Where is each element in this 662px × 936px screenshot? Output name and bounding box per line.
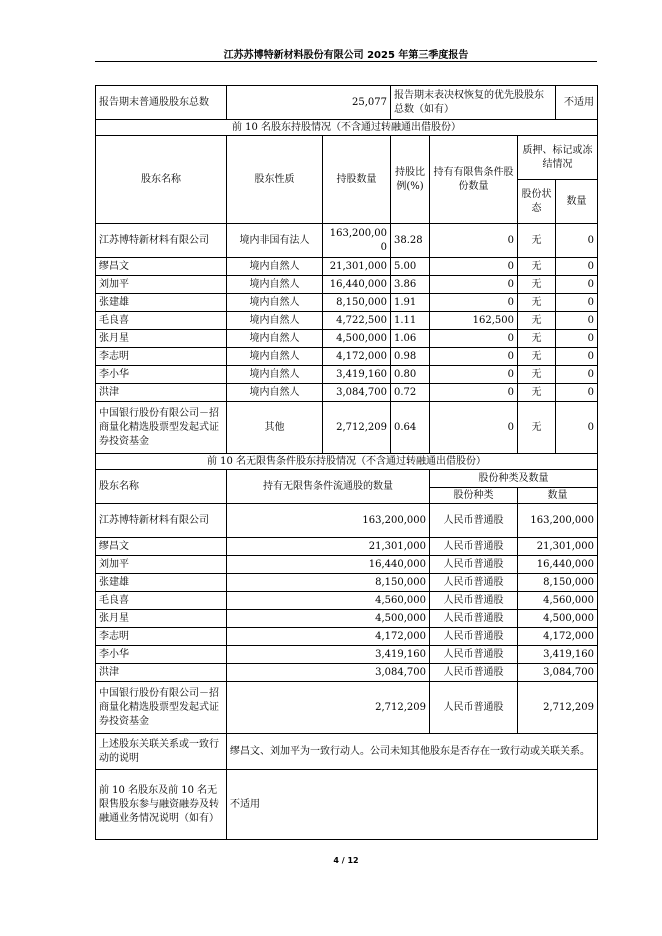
u-holder-shares: 21,301,000 [227,538,430,556]
unrestricted-table-row [96,574,598,592]
related-parties-label: 上述股东关联关系或一致行动的说明 [96,734,227,770]
top10-section-title: 前 10 名股东持股情况（不含通过转融通出借股份） [96,120,598,136]
col-header-pledge-group: 质押、标记或冻结情况 [518,136,598,180]
holder-name: 李志明 [96,348,227,366]
top10-table-row [96,330,598,348]
holder-nature: 境内自然人 [227,384,323,402]
common-holders-value: 25,077 [227,86,391,120]
top10-header-row-1 [96,136,598,180]
holder-pledge-status: 无 [518,348,556,366]
margin-trading-value: 不适用 [227,770,598,840]
u-holder-name: 洪津 [96,664,227,682]
u-holder-name: 缪昌文 [96,538,227,556]
unrestricted-table-row [96,628,598,646]
holder-restricted: 0 [430,224,518,258]
u-holder-name: 张建雄 [96,574,227,592]
u-holder-qty: 16,440,000 [518,556,598,574]
margin-trading-label: 前 10 名股东及前 10 名无限售股东参与融资融券及转融通业务情况说明（如有） [96,770,227,840]
unrestricted-table-row [96,538,598,556]
holder-pledge-qty: 0 [556,384,598,402]
holder-nature: 境内自然人 [227,312,323,330]
u-holder-qty: 4,500,000 [518,610,598,628]
top10-table-row [96,348,598,366]
holder-name: 刘加平 [96,276,227,294]
holder-nature: 境内自然人 [227,258,323,276]
u-holder-shares: 4,560,000 [227,592,430,610]
holder-pledge-qty: 0 [556,224,598,258]
holder-shares: 8,150,000 [323,294,391,312]
u-col-header-shares: 持有无限售条件流通股的数量 [227,470,430,504]
u-holder-shares: 3,084,700 [227,664,430,682]
u-holder-qty: 3,419,160 [518,646,598,664]
common-holders-label: 报告期末普通股股东总数 [96,86,227,120]
holder-pledge-status: 无 [518,402,556,454]
col-header-pledge-qty: 数量 [556,180,598,224]
holder-nature: 境内自然人 [227,330,323,348]
holder-name: 李小华 [96,366,227,384]
holder-ratio: 1.06 [391,330,430,348]
top10-table-row [96,366,598,384]
u-holder-type: 人民币普通股 [430,504,518,538]
u-holder-shares: 2,712,209 [227,682,430,734]
u-holder-type: 人民币普通股 [430,646,518,664]
col-header-name: 股东名称 [96,136,227,224]
holder-pledge-qty: 0 [556,294,598,312]
col-header-nature: 股东性质 [227,136,323,224]
holder-shares: 163,200,000 [323,224,391,258]
holder-shares: 3,419,160 [323,366,391,384]
holder-pledge-qty: 0 [556,258,598,276]
holder-pledge-qty: 0 [556,276,598,294]
u-col-header-type-group: 股份种类及数量 [430,470,598,488]
u-holder-qty: 8,150,000 [518,574,598,592]
unrestricted-table-row [96,646,598,664]
u-holder-name: 江苏博特新材料有限公司 [96,504,227,538]
u-holder-shares: 163,200,000 [227,504,430,538]
unrestricted-table-row [96,504,598,538]
top10-table-row [96,258,598,276]
holder-shares: 4,722,500 [323,312,391,330]
top10-section-row [96,120,598,136]
holder-restricted: 0 [430,348,518,366]
pref-holders-value: 不适用 [556,86,598,120]
u-holder-qty: 3,084,700 [518,664,598,682]
holder-name: 张建雄 [96,294,227,312]
col-header-ratio: 持股比例(%) [391,136,430,224]
u-holder-type: 人民币普通股 [430,628,518,646]
holder-name: 中国银行股份有限公司－招商量化精选股票型发起式证券投资基金 [96,402,227,454]
u-holder-name: 中国银行股份有限公司－招商量化精选股票型发起式证券投资基金 [96,682,227,734]
top10-table-row [96,402,598,454]
holder-pledge-qty: 0 [556,312,598,330]
holder-pledge-status: 无 [518,384,556,402]
u-holder-shares: 4,500,000 [227,610,430,628]
u-holder-type: 人民币普通股 [430,538,518,556]
related-parties-row [96,734,598,770]
holder-pledge-qty: 0 [556,330,598,348]
holder-shares: 2,712,209 [323,402,391,454]
holder-name: 张月星 [96,330,227,348]
holder-ratio: 1.11 [391,312,430,330]
holder-shares: 3,084,700 [323,384,391,402]
holder-ratio: 1.91 [391,294,430,312]
margin-trading-row [96,770,598,840]
unrestricted-section-title: 前 10 名无限售条件股东持股情况（不含通过转融通出借股份） [96,454,598,470]
col-header-restricted: 持有有限售条件股份数量 [430,136,518,224]
holder-pledge-qty: 0 [556,348,598,366]
report-header: 江苏苏博特新材料股份有限公司 2025 年第三季度报告 [223,50,469,61]
u-holder-type: 人民币普通股 [430,610,518,628]
holder-name: 江苏博特新材料有限公司 [96,224,227,258]
u-holder-name: 刘加平 [96,556,227,574]
holder-shares: 21,301,000 [323,258,391,276]
holder-ratio: 0.98 [391,348,430,366]
u-holder-qty: 4,172,000 [518,628,598,646]
holder-nature: 其他 [227,402,323,454]
header-rule [95,61,597,62]
holder-nature: 境内自然人 [227,366,323,384]
holder-restricted: 0 [430,402,518,454]
top10-table-row [96,276,598,294]
pref-holders-label: 报告期末表决权恢复的优先股股东总数（如有） [391,86,556,120]
u-holder-type: 人民币普通股 [430,592,518,610]
holder-pledge-qty: 0 [556,402,598,454]
top10-table-row [96,312,598,330]
u-holder-type: 人民币普通股 [430,574,518,592]
holder-ratio: 5.00 [391,258,430,276]
u-holder-name: 李志明 [96,628,227,646]
holder-name: 缪昌文 [96,258,227,276]
holder-nature: 境内自然人 [227,348,323,366]
u-holder-name: 张月星 [96,610,227,628]
unrestricted-header-row-1 [96,470,598,488]
related-parties-value: 缪昌文、刘加平为一致行动人。公司未知其他股东是否存在一致行动或关联关系。 [227,734,598,770]
holder-shares: 16,440,000 [323,276,391,294]
u-holder-shares: 16,440,000 [227,556,430,574]
top10-table-row [96,384,598,402]
u-holder-type: 人民币普通股 [430,682,518,734]
holder-pledge-status: 无 [518,330,556,348]
holder-restricted: 162,500 [430,312,518,330]
holder-pledge-status: 无 [518,224,556,258]
u-holder-shares: 4,172,000 [227,628,430,646]
holder-restricted: 0 [430,294,518,312]
holder-ratio: 38.28 [391,224,430,258]
summary-row [96,86,598,120]
u-holder-qty: 4,560,000 [518,592,598,610]
u-holder-qty: 163,200,000 [518,504,598,538]
unrestricted-table-row [96,592,598,610]
col-header-pledge-status: 股份状态 [518,180,556,224]
holder-pledge-status: 无 [518,258,556,276]
holder-restricted: 0 [430,366,518,384]
u-holder-shares: 3,419,160 [227,646,430,664]
holder-ratio: 3.86 [391,276,430,294]
holder-nature: 境内自然人 [227,294,323,312]
holder-nature: 境内非国有法人 [227,224,323,258]
u-col-header-type: 股份种类 [430,488,518,504]
holder-pledge-status: 无 [518,366,556,384]
unrestricted-section-row [96,454,598,470]
holder-restricted: 0 [430,276,518,294]
holder-nature: 境内自然人 [227,276,323,294]
u-holder-qty: 21,301,000 [518,538,598,556]
holder-pledge-qty: 0 [556,366,598,384]
holder-name: 毛良喜 [96,312,227,330]
unrestricted-table-row [96,664,598,682]
page-number: 4 / 12 [333,856,359,865]
holder-pledge-status: 无 [518,276,556,294]
u-col-header-name: 股东名称 [96,470,227,504]
shareholder-table [95,85,598,840]
u-holder-shares: 8,150,000 [227,574,430,592]
top10-table-row [96,294,598,312]
holder-shares: 4,172,000 [323,348,391,366]
unrestricted-table-row [96,610,598,628]
holder-ratio: 0.80 [391,366,430,384]
u-holder-type: 人民币普通股 [430,556,518,574]
holder-pledge-status: 无 [518,312,556,330]
holder-pledge-status: 无 [518,294,556,312]
u-holder-name: 毛良喜 [96,592,227,610]
holder-ratio: 0.64 [391,402,430,454]
holder-ratio: 0.72 [391,384,430,402]
holder-restricted: 0 [430,330,518,348]
u-holder-type: 人民币普通股 [430,664,518,682]
col-header-shares: 持股数量 [323,136,391,224]
unrestricted-table-row [96,556,598,574]
top10-table-row [96,224,598,258]
holder-restricted: 0 [430,384,518,402]
u-col-header-qty: 数量 [518,488,598,504]
holder-shares: 4,500,000 [323,330,391,348]
holder-name: 洪津 [96,384,227,402]
unrestricted-table-row [96,682,598,734]
u-holder-name: 李小华 [96,646,227,664]
holder-restricted: 0 [430,258,518,276]
u-holder-qty: 2,712,209 [518,682,598,734]
